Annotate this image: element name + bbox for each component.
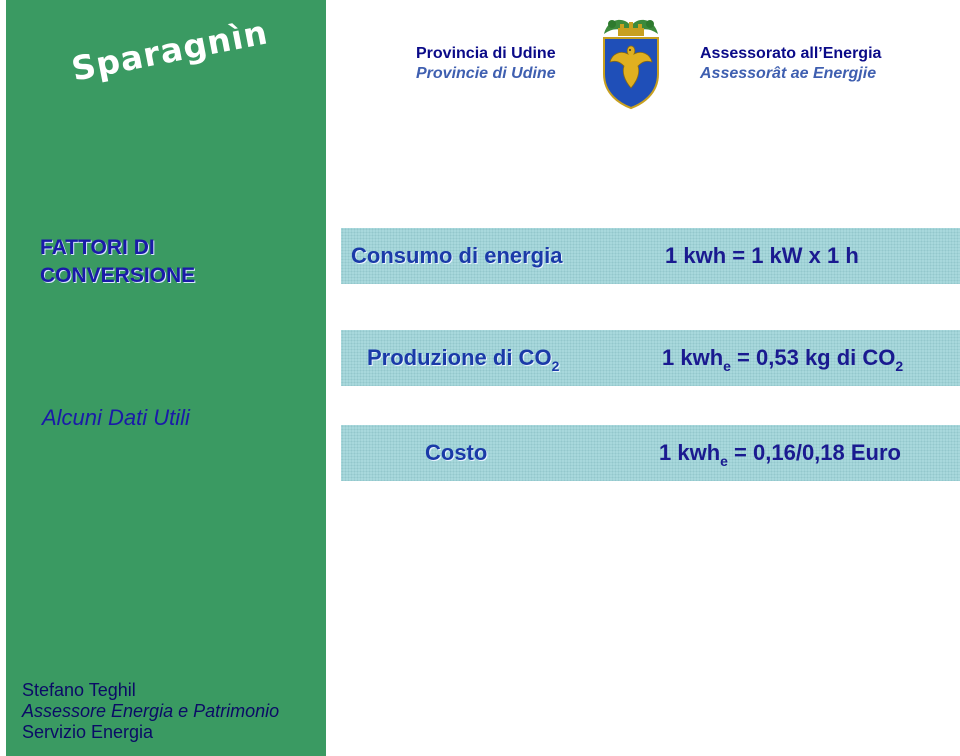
row-value-subscript-2: 2 <box>895 358 904 374</box>
section-subtitle: Alcuni Dati Utili <box>42 405 190 430</box>
info-row-cost <box>341 425 960 481</box>
row-value-subscript-e: e <box>723 358 731 374</box>
brand-logo-text: Sparagnìn <box>68 12 272 89</box>
row-value-subscript-e: e <box>720 453 728 469</box>
section-title-line1: FATTORI DI <box>40 236 155 259</box>
row-label: Consumo di energia <box>351 243 563 268</box>
row-value-pre: 1 kwh <box>662 345 724 370</box>
info-row-consumption <box>341 228 960 284</box>
author-role: Assessore Energia e Patrimonio <box>22 701 280 721</box>
section-title-line2: CONVERSIONE <box>40 264 196 287</box>
row-value-pre: 1 kwh <box>659 440 721 465</box>
row-value-post: = 0,16/0,18 Euro <box>727 440 901 465</box>
row-value: 1 kwh = 1 kW x 1 h <box>665 243 859 268</box>
author-footer <box>22 680 279 743</box>
row-label-text: Produzione di CO <box>367 345 552 370</box>
province-name-friulian: Provincie di Udine <box>416 65 556 82</box>
author-service: Servizio Energia <box>22 722 154 742</box>
department-name: Assessorato all’Energia <box>700 45 882 62</box>
row-label: Costo <box>425 440 488 465</box>
row-label-subscript: 2 <box>551 358 560 374</box>
department-name-friulian: Assessorât ae Energjie <box>700 65 877 82</box>
row-label <box>367 330 559 386</box>
header-department <box>700 44 881 84</box>
sidebar-panel <box>6 0 326 756</box>
info-row-co2-production <box>341 330 960 386</box>
section-title <box>40 234 300 290</box>
coat-of-arms-eagle-icon <box>598 12 664 110</box>
row-value-mid: = 0,53 kg di CO <box>730 345 896 370</box>
header-province <box>416 44 556 84</box>
row-value <box>662 330 903 386</box>
author-name: Stefano Teghil <box>22 680 136 700</box>
row-value <box>659 425 901 481</box>
province-name: Provincia di Udine <box>416 45 556 62</box>
